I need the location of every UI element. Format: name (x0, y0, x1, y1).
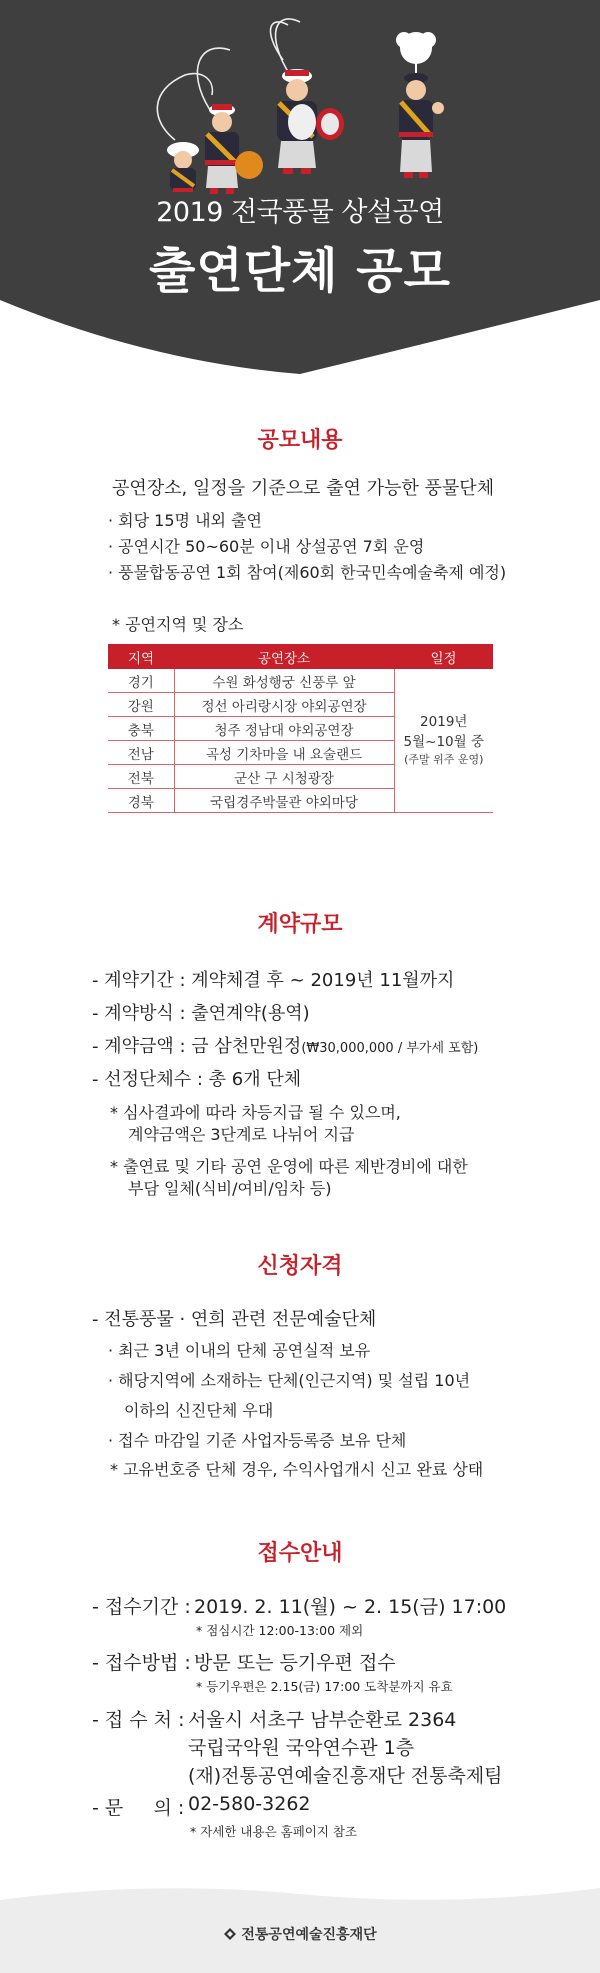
contract-note-1b: 계약금액은 3단계로 나뉘어 지급 (128, 1125, 355, 1144)
contract-period: - 계약기간 : 계약체결 후 ~ 2019년 11월까지 (92, 970, 455, 991)
table-cell-venue: 국립경주박물관 야외마당 (174, 789, 394, 813)
table-header-region: 지역 (108, 644, 174, 669)
section1-bullet-3: · 풍물합동공연 1회 참여(제60회 한국민속예술축제 예정) (108, 563, 507, 582)
contact-note: * 자세한 내용은 홈페이지 참조 (190, 1824, 358, 1839)
contact-value: 02-580-3262 (188, 1793, 311, 1815)
table-row (108, 669, 493, 693)
place-line-1: 서울시 서초구 남부순환로 2364 (188, 1709, 457, 1731)
section-title-eligibility: 신청자격 (257, 1254, 343, 1279)
period-label: - 접수기간 : (92, 1596, 191, 1618)
table-caption: * 공연지역 및 장소 (112, 615, 244, 634)
contract-method: - 계약방식 : 출연계약(용역) (92, 1003, 310, 1024)
contract-note-1: * 심사결과에 따라 차등지급 될 수 있으며, (110, 1103, 401, 1122)
table-cell-region: 전북 (108, 765, 174, 789)
contract-count: - 선정단체수 : 총 6개 단체 (92, 1069, 302, 1090)
eligibility-bullet-1: · 최근 3년 이내의 단체 공연실적 보유 (108, 1341, 371, 1360)
section1-lead: 공연장소, 일정을 기준으로 출연 가능한 풍물단체 (112, 478, 495, 499)
table-header-schedule: 일정 (394, 644, 493, 669)
contract-amount (92, 1032, 478, 1058)
contract-note-2: * 출연료 및 기타 공연 운영에 따른 제반경비에 대한 (110, 1157, 468, 1176)
contact-label: - 문 의 : (92, 1797, 185, 1819)
contract-note-2b: 부담 일체(식비/여비/임차 등) (128, 1179, 332, 1198)
eligibility-note: * 고유번호증 단체 경우, 수익사업개시 신고 완료 상태 (110, 1460, 484, 1479)
contract-amount-note: (₩30,000,000 / 부가세 포함) (301, 1041, 479, 1056)
period-note: * 점심시간 12:00-13:00 제외 (196, 1623, 364, 1638)
table-cell-region: 충북 (108, 717, 174, 741)
table-cell-venue: 수원 화성행궁 신풍루 앞 (174, 669, 394, 693)
eligibility-lead: - 전통풍물 · 연희 관련 전문예술단체 (92, 1309, 377, 1330)
table-cell-venue: 청주 정남대 야외공연장 (174, 717, 394, 741)
place-label: - 접 수 처 : (92, 1709, 185, 1731)
place-line-3: (재)전통공연예술진흥재단 전통축제팀 (188, 1765, 503, 1787)
schedule-range: 5월~10월 중 (403, 733, 484, 750)
table-cell-venue: 곡성 기차마을 내 요술랜드 (174, 741, 394, 765)
contract-amount-text: - 계약금액 : 금 삼천만원정 (92, 1036, 302, 1057)
method-note: * 등기우편은 2.15(금) 17:00 도착분까지 유효 (196, 1679, 453, 1694)
table-cell-venue: 정선 아리랑시장 야외공연장 (174, 693, 394, 717)
schedule-year: 2019년 (420, 713, 468, 730)
foundation-logo-icon (223, 1927, 237, 1941)
table-cell-region: 경북 (108, 789, 174, 813)
table-cell-region: 전남 (108, 741, 174, 765)
table-cell-region: 강원 (108, 693, 174, 717)
footer-logo (0, 1924, 600, 1944)
hero-subtitle: 2019 전국풍물 상설공연 (156, 197, 444, 228)
footer-org-name: 전통공연예술진흥재단 (241, 1927, 377, 1943)
section-title-content: 공모내용 (257, 428, 343, 453)
section-title-contract: 계약규모 (257, 912, 343, 937)
place-line-2: 국립국악원 국악연수관 1층 (188, 1737, 415, 1759)
method-value: 방문 또는 등기우편 접수 (194, 1652, 396, 1674)
section1-bullet-1: · 회당 15명 내외 출연 (108, 511, 262, 530)
hero-title: 출연단체 공모 (149, 243, 451, 299)
table-cell-venue: 군산 구 시청광장 (174, 765, 394, 789)
table-cell-schedule (394, 669, 493, 813)
eligibility-bullet-3: · 접수 마감일 기준 사업자등록증 보유 단체 (108, 1431, 407, 1450)
section-title-application: 접수안내 (257, 1541, 343, 1566)
table-cell-region: 경기 (108, 669, 174, 693)
eligibility-bullet-2: · 해당지역에 소재하는 단체(인근지역) 및 설립 10년 (108, 1371, 471, 1390)
section1-bullet-2: · 공연시간 50~60분 이내 상설공연 7회 운영 (108, 537, 425, 556)
period-value: 2019. 2. 11(월) ~ 2. 15(금) 17:00 (194, 1596, 507, 1618)
schedule-note: (주말 위주 운영) (404, 753, 484, 767)
table-header-venue: 공연장소 (174, 644, 394, 669)
method-label: - 접수방법 : (92, 1652, 191, 1674)
eligibility-bullet-2b: 이하의 신진단체 우대 (124, 1401, 274, 1420)
venue-table (108, 644, 493, 813)
